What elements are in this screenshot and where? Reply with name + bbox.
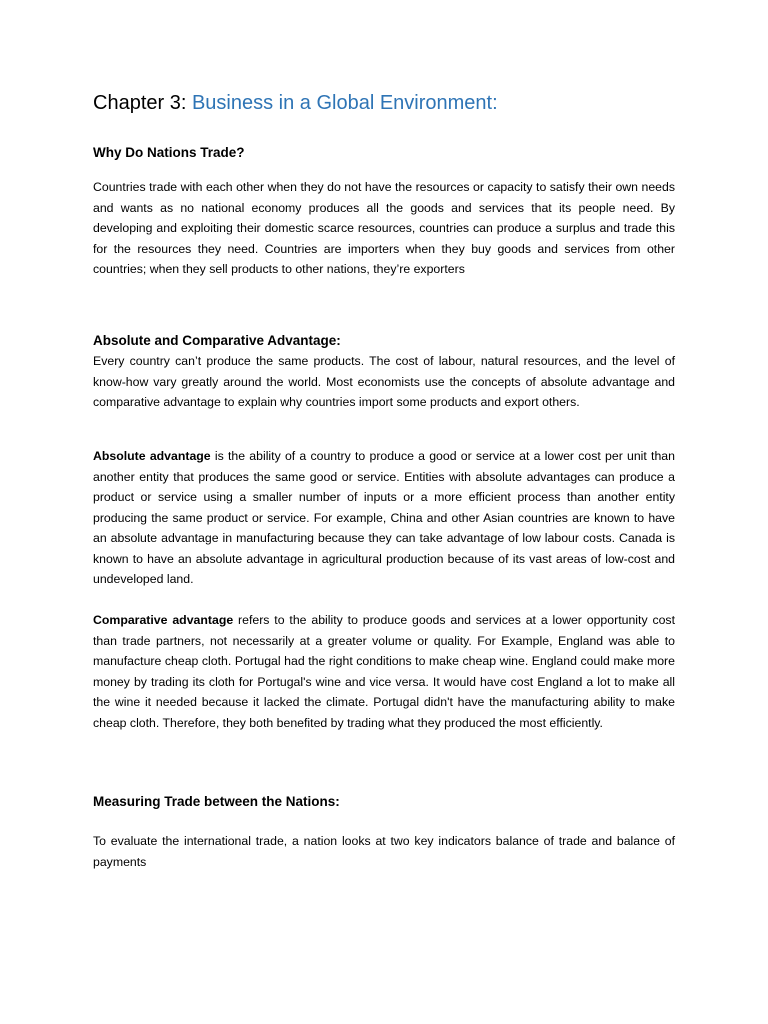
paragraph-absolute-advantage bbox=[93, 446, 675, 590]
term-comparative-advantage: Comparative advantage bbox=[93, 613, 234, 627]
paragraph-comparative-advantage bbox=[93, 610, 675, 733]
text-absolute-advantage: is the ability of a country to produce a good or service at a lower cost per unit than another entity that produces the same good or service. Entities with absolute advantages can produce a product or service using a smaller number of inputs or a more efficient process than another entity producing the same product or service. For example, China and other Asian countries are known to have an absolute advantage in manufacturing because they can take advantage of low labour costs. Canada is known to have an absolute advantage in agricultural production because of its vast areas of low-cost and undeveloped land. bbox=[93, 449, 675, 586]
term-absolute-advantage: Absolute advantage bbox=[93, 449, 211, 463]
heading-why-trade: Why Do Nations Trade? bbox=[93, 145, 245, 160]
heading-advantage: Absolute and Comparative Advantage: bbox=[93, 333, 341, 348]
chapter-title-text: Business in a Global Environment: bbox=[191, 92, 498, 114]
paragraph-measuring: To evaluate the international trade, a nation looks at two key indicators balance of trade and balance of payments bbox=[93, 834, 675, 869]
chapter-title bbox=[93, 89, 498, 117]
text-comparative-advantage: refers to the ability to produce goods and services at a lower opportunity cost than trade partners, not necessarily at a greater volume or quality. For Example, England was able to manufacture cheap cloth. Portugal had the right conditions to make cheap wine. England could make more money by trading its cloth for Portugal's wine and vice versa. It would have cost England a lot to make all the wine it needed because it lacked the climate. Portugal didn't have the manufacturing ability to make cheap cloth. Therefore, they both benefited by trading what they produced the most efficiently. bbox=[93, 613, 675, 730]
paragraph-why-trade: Countries trade with each other when they do not have the resources or capacity to satisfy their own needs and wants as no national economy produces all the goods and services that its people need. By developing and exploiting their domestic scarce resources, countries can produce a surplus and trade this for the resources they need. Countries are importers when they buy goods and services from other countries; when they sell products to other nations, they’re exporters bbox=[93, 180, 675, 276]
chapter-prefix: Chapter 3: bbox=[93, 92, 192, 114]
heading-measuring: Measuring Trade between the Nations: bbox=[93, 794, 340, 809]
paragraph-advantage-intro: Every country can’t produce the same products. The cost of labour, natural resources, and the level of know-how vary greatly around the world. Most economists use the concepts of absolute advantage and comparative advantage to explain why countries import some products and export others. bbox=[93, 354, 675, 409]
